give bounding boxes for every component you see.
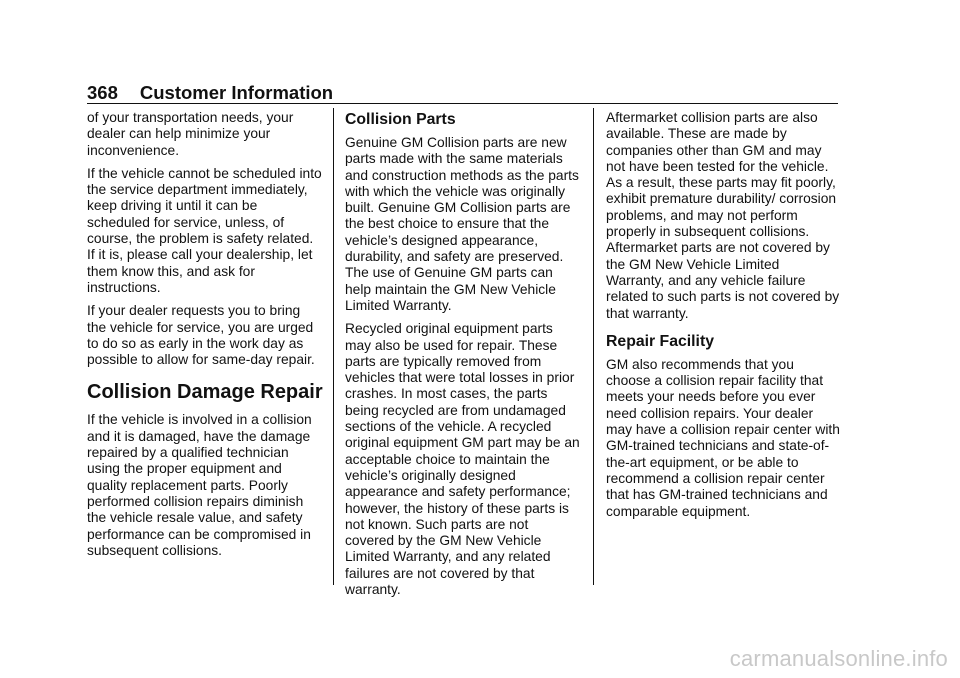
paragraph: GM also recommends that you choose a collision repair facility that meets your needs before you ever need collision repairs. Your dealer may have a collision repair center with GM-trained technicians and state-of-the-art equipment, or be able to recommend a collision repair center that has GM-trained technicians and comparable equipment. <box>606 356 840 519</box>
paragraph: of your transportation needs, your dealer can help minimize your inconvenience. <box>87 110 294 158</box>
paragraph: If the vehicle is involved in a collision and it is damaged, have the damage repaired by a qualified technician using the proper equipment and quality replacement parts. Poorly performed collision repairs diminish the vehicle resale value, and safety performance can be compromised in subsequent collisions. <box>87 412 312 558</box>
paragraph: Genuine GM Collision parts are new parts made with the same materials and construction methods as the parts with which the vehicle was originally built. Genuine GM Collision parts are the best choice to ensure that the vehicle’s designed appearance, durability, and safety are preserved. The use of Genuine GM parts can help maintain the GM New Vehicle Limited Warranty. <box>345 135 579 313</box>
column-middle <box>345 110 581 605</box>
column-divider <box>593 108 594 585</box>
page-title: Customer Information <box>139 82 334 103</box>
paragraph: Aftermarket collision parts are also available. These are made by companies other than GM and may not have been tested for the vehicle. As a result, these parts may fit poorly, exhibit premature durability/ corrosion problems, and may not perform properly in subsequent collisions. Aftermarket parts are not covered by the GM New Vehicle Limited Warranty, and any vehicle failure related to such parts is not covered by that warranty. <box>606 110 840 321</box>
header-rule <box>87 103 838 104</box>
paragraph: Recycled original equipment parts may also be used for repair. These parts are typically removed from vehicles that were total losses in prior crashes. In most cases, the parts being recycled are from undamaged sections of the vehicle. A recycled original equipment GM part may be an acceptable choice to maintain the vehicle’s originally designed appearance and safety performance; however, the history of these parts is not known. Such parts are not covered by the GM New Vehicle Limited Warranty, and any related failures are not covered by that warranty. <box>345 321 580 598</box>
section-heading-collision-damage-repair: Collision Damage Repair <box>87 381 323 404</box>
watermark: carmanualsonline.info <box>729 646 948 671</box>
section-heading-collision-parts: Collision Parts <box>345 111 456 128</box>
section-heading-repair-facility: Repair Facility <box>606 332 714 350</box>
column-left <box>87 110 323 566</box>
column-right <box>606 110 840 527</box>
column-divider <box>333 108 334 585</box>
paragraph: If your dealer requests you to bring the vehicle for service, you are urged to do so as early in the work day as possible to allow for same-day repair. <box>87 303 315 368</box>
page-number: 368 <box>87 82 118 103</box>
paragraph: If the vehicle cannot be scheduled into the service department immediately, keep driving it until it can be scheduled for service, unless, of course, the problem is safety related. If it is, please call your dealership, let them know this, and ask for instructions. <box>87 165 322 295</box>
